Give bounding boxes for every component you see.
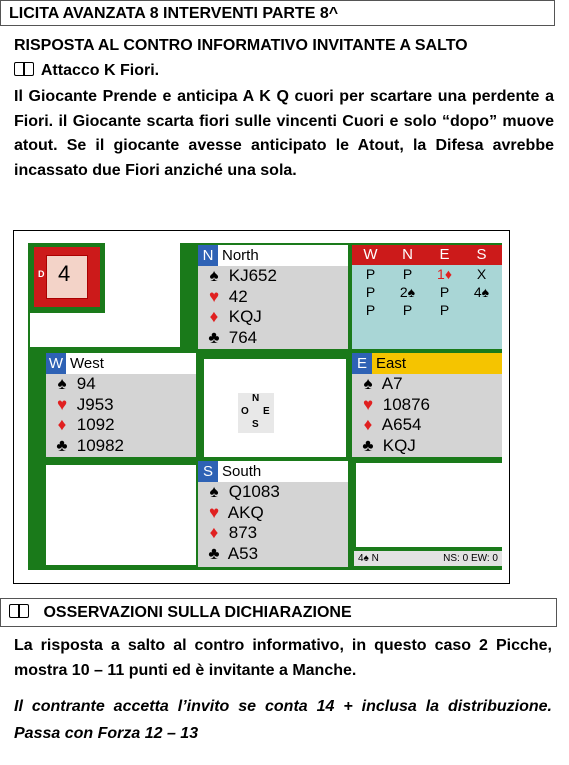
spade-icon: ♠: [363, 374, 373, 393]
seat-west: W: [46, 353, 66, 374]
east-clubs: KQJ: [382, 435, 416, 455]
heart-icon: ♥: [208, 502, 220, 522]
bid-row: [352, 283, 502, 301]
contract: 4♠ N: [358, 553, 379, 564]
diamond-icon: ♦: [209, 307, 219, 326]
bid: P: [365, 302, 376, 318]
west-name: West: [70, 355, 104, 372]
bid-row: [352, 301, 502, 319]
heart-icon: ♥: [208, 286, 220, 306]
heart-icon: ♥: [56, 394, 68, 414]
attack-line: [14, 62, 159, 80]
status-bar: [354, 551, 502, 566]
bid: X: [476, 266, 487, 282]
center-cell: [204, 359, 346, 457]
bid: 1♦: [437, 266, 452, 282]
south-name: South: [222, 463, 262, 480]
bidding-box: [352, 245, 502, 349]
north-diamonds: KQJ: [228, 307, 262, 326]
bid: P: [439, 302, 450, 318]
bid: 4♠: [473, 284, 490, 300]
compass-rose: [238, 393, 274, 433]
west-hand: [46, 353, 196, 457]
observation-text-1: La risposta a salto al contro informativo, in questo caso 2 Picche, mostra 10 – 11 punti ed è invitante a Manche.: [14, 637, 552, 679]
empty-cell-bottom-right: [356, 463, 502, 547]
bid: 2♠: [399, 284, 416, 300]
north-hearts: 42: [228, 286, 248, 306]
diamond-icon: ♦: [209, 523, 219, 542]
north-clubs: 764: [228, 327, 258, 347]
bidding-header: [352, 245, 502, 265]
intro-paragraph: Il Giocante Prende e anticipa A K Q cuori per scartare una perdente a Fiori. il Giocante scarta fiori sulle vincenti Cuori e solo “dopo” muove atout. Se il giocante avesse anticipato le Atout, la Difesa avrebbe incassato due Fiori anziché una sola.: [14, 88, 554, 179]
empty-cell-bottom-left: [46, 465, 196, 565]
south-clubs: A53: [227, 543, 259, 563]
bid: P: [402, 302, 413, 318]
page-title: LICITA AVANZATA 8 INTERVENTI PARTE 8^: [0, 0, 555, 26]
east-diamonds: A654: [381, 415, 422, 434]
club-icon: ♣: [56, 435, 68, 455]
seat-east: E: [352, 353, 372, 374]
west-clubs: 10982: [76, 435, 125, 455]
north-spades: KJ652: [228, 266, 277, 285]
south-hand: [198, 461, 348, 567]
west-hearts: J953: [76, 394, 114, 414]
diamond-icon: ♦: [57, 415, 67, 434]
club-icon: ♣: [208, 327, 220, 347]
east-spades: A7: [381, 374, 403, 393]
bid: P: [365, 266, 376, 282]
bid: P: [402, 266, 413, 282]
observations-title: [0, 598, 557, 627]
book-icon: [14, 62, 34, 76]
dealer-letter: D: [38, 269, 45, 279]
compass-e: E: [263, 406, 270, 417]
spade-icon: ♠: [209, 482, 219, 501]
bid-col-e: E: [439, 246, 450, 263]
compass-n: N: [252, 393, 260, 404]
bid: P: [365, 284, 376, 300]
board-number: 4: [58, 261, 71, 286]
bid-col-w: W: [363, 246, 378, 263]
bid-row: [352, 265, 502, 283]
attack-text: Attacco K Fiori.: [40, 62, 160, 79]
bridge-board: [13, 230, 510, 584]
bid: P: [439, 284, 450, 300]
east-hearts: 10876: [382, 394, 431, 414]
dealer-cell: [30, 243, 180, 347]
south-diamonds: 873: [228, 523, 258, 542]
spade-icon: ♠: [209, 266, 219, 285]
east-name: East: [376, 355, 407, 372]
board-number-badge: [30, 243, 105, 313]
compass-o: O: [241, 406, 249, 417]
book-icon: [9, 604, 29, 618]
south-spades: Q1083: [228, 482, 280, 501]
score: NS: 0 EW: 0: [443, 553, 498, 564]
club-icon: ♣: [208, 543, 220, 563]
section-subtitle: RISPOSTA AL CONTRO INFORMATIVO INVITANTE A SALTO: [14, 37, 468, 54]
north-name: North: [222, 247, 259, 264]
seat-north: N: [198, 245, 218, 266]
east-hand: [352, 353, 502, 457]
seat-south: S: [198, 461, 218, 482]
north-hand: [198, 245, 348, 349]
spade-icon: ♠: [57, 374, 67, 393]
west-diamonds: 1092: [76, 415, 115, 434]
observation-text-2: Il contrante accetta l’invito se conta 14 + inclusa la distribuzione. Passa con Forza 12 – 13: [14, 698, 552, 742]
bid-col-n: N: [402, 246, 413, 263]
observations-title-text: OSSERVAZIONI SULLA DICHIARAZIONE: [43, 604, 352, 621]
diamond-icon: ♦: [363, 415, 373, 434]
bid-col-s: S: [476, 246, 487, 263]
club-icon: ♣: [362, 435, 374, 455]
south-hearts: AKQ: [227, 502, 264, 522]
bid: [463, 301, 500, 319]
table-area: [28, 243, 502, 570]
heart-icon: ♥: [362, 394, 374, 414]
west-spades: 94: [76, 374, 96, 393]
compass-s: S: [252, 419, 259, 430]
